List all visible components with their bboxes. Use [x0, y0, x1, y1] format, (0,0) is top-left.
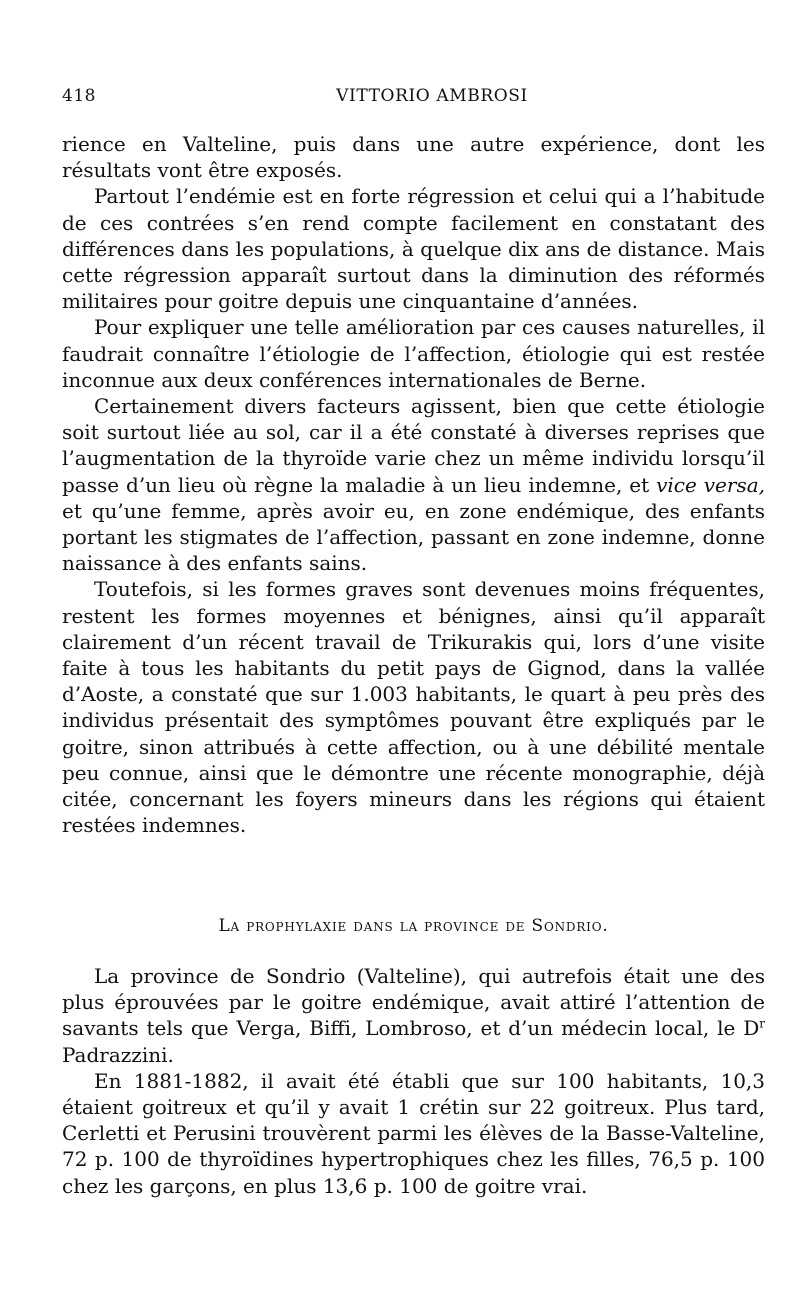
paragraph: En 1881-1882, il avait été établi que sur 100 habitants, 10,3 étaient goitreux et qu’il y avait 1 crétin sur 22 goitreux. Plus tard, Cerletti et Perusini trouvèrent parmi les élèves de la Basse-Valteline, 72 p. 100 de thyroïdines hypertrophiques chez les filles, 76,5 p. 100 chez les garçons, en plus 13,6 p. 100 de goitre vrai. [62, 1068, 765, 1198]
text-block-upper [62, 131, 765, 838]
paragraph-text: Certainement divers facteurs agissent, bien que cette étiologie soit surtout liée au sol, car il a été constaté à diverses reprises que l’augmentation de la thyroïde varie chez un même individu lorsqu’il passe d’un lieu où règne la maladie à un lieu indemne, et [62, 394, 765, 497]
text-block-lower [62, 963, 765, 1199]
running-head: VITTORIO AMBROSI [336, 86, 528, 106]
paragraph-text: La province de Sondrio (Valteline), qui autrefois était une des plus éprouvées par le goitre endémique, avait attiré l’attention de savants tels que Verga, Biffi, Lombroso, et d’un médecin local, le D [62, 964, 765, 1041]
superscript: r [759, 1016, 765, 1031]
paragraph [62, 393, 765, 576]
page-header [62, 86, 762, 112]
paragraph-text: Padrazzini. [62, 1042, 174, 1067]
section-heading: La prophylaxie dans la province de Sondrio. [218, 916, 609, 936]
paragraph: Toutefois, si les formes graves sont devenues moins fréquentes, restent les formes moyennes et bénignes, ainsi qu’il apparaît clairement d’un récent travail de Trikurakis qui, lors d’une visite faite à tous les habitants du petit pays de Gignod, dans la vallée d’Aoste, a constaté que sur 1.003 habitants, le quart à peu près des individus présentait des symptômes pouvant être expliqués par le goitre, sinon attribués à cette affection, ou à une débilité mentale peu connue, ainsi que le démontre une récente monographie, déjà citée, concernant les foyers mineurs dans les régions qui étaient restées indemnes. [62, 577, 765, 838]
paragraph-continued: rience en Valteline, puis dans une autre expérience, dont les résultats vont être exposés. [62, 132, 765, 183]
paragraph: Partout l’endémie est en forte régression et celui qui a l’habitude de ces contrées s’en rend compte facilement en constatant des différences dans les populations, à quelque dix ans de distance. Mais cette régression apparaît surtout dans la diminution des réformés militaires pour goitre depuis une cinquantaine d’années. [62, 184, 765, 314]
italic-phrase: vice versa, [656, 472, 765, 497]
paragraph [62, 963, 765, 1068]
paragraph: Pour expliquer une telle amélioration par ces causes naturelles, il faudrait connaître l’étiologie de l’affection, étiologie qui est restée inconnue aux deux conférences internationales de Berne. [62, 315, 765, 392]
paragraph-text: et qu’une femme, après avoir eu, en zone endémique, des enfants portant les stigmates de l’affection, passant en zone indemne, donne naissance à des enfants sains. [62, 498, 765, 576]
page-number: 418 [62, 86, 96, 106]
